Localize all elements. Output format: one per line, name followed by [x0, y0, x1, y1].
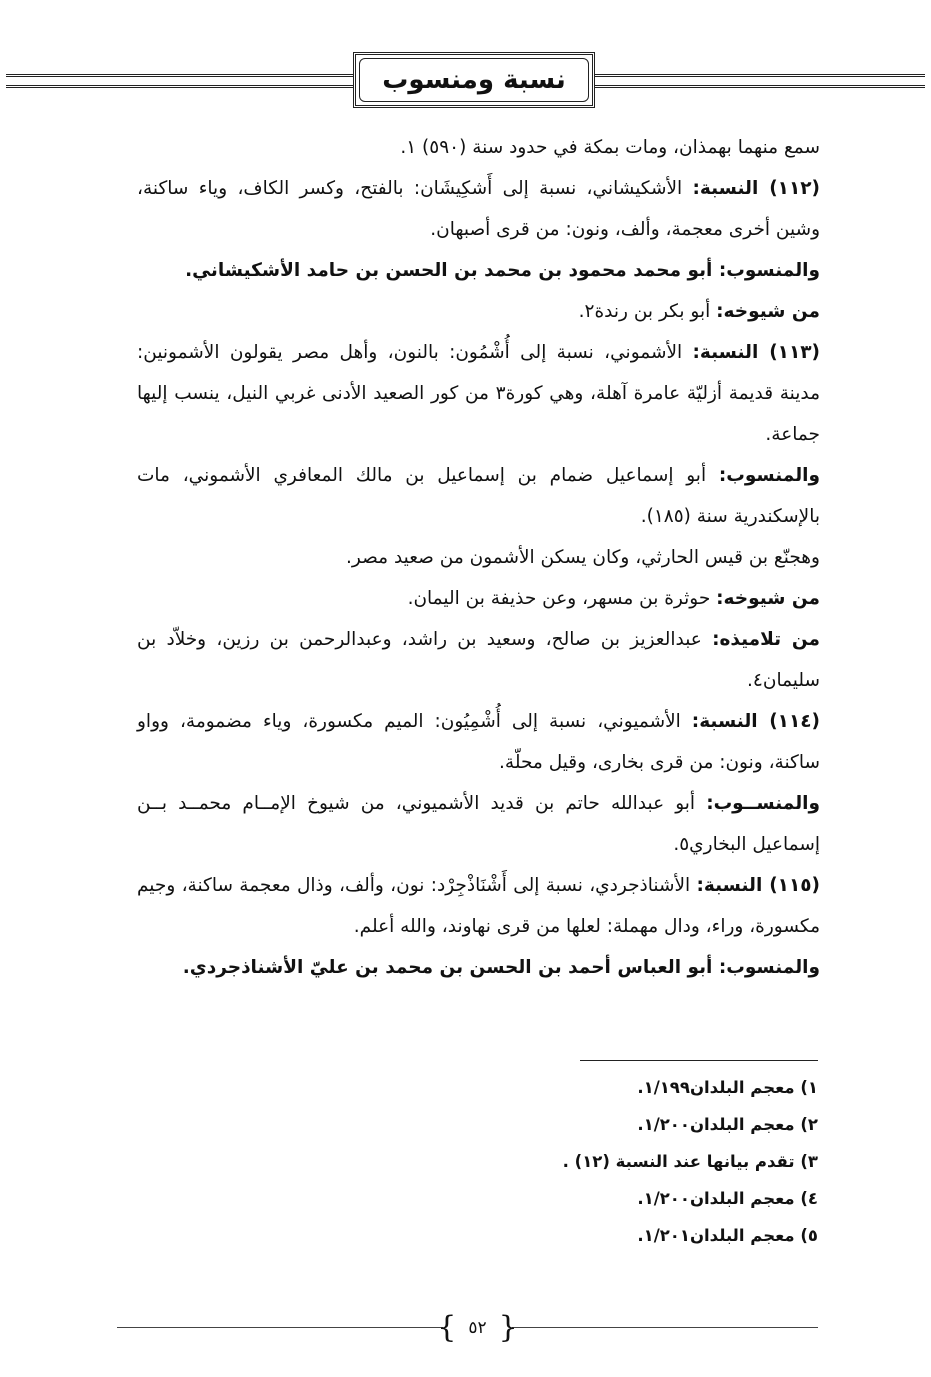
shuyukh-113 — [137, 578, 820, 619]
footer-rule-right — [512, 1327, 818, 1328]
talamidh-113-text: عبدالعزيز بن صالح، وسعيد بن راشد، وعبدالرحمن بن رزين، وخلاّد بن سليمان٤. — [137, 629, 820, 691]
talamidh-113 — [137, 619, 820, 701]
page-number: ٥٢ — [468, 1318, 487, 1338]
right-brace-icon: } — [498, 1310, 518, 1345]
entry-115-label: (١١٥) النسبة: — [696, 875, 820, 896]
mansub-112: والمنسوب: أبو محمد محمود بن محمد بن الحسن بن حامد الأشكيشاني. — [185, 260, 820, 281]
entry-113-label: (١١٣) النسبة: — [692, 342, 820, 363]
footnote-4: ٤) معجم البلدان١/٢٠٠. — [637, 1189, 818, 1208]
entry-113-text: الأشموني، نسبة إلى أُشْمُون: بالنون، وأهل مصر يقولون الأشمونين: مدينة قديمة أزليّة عامرة آهلة، وهي كورة٣ من كور الصعيد الأدنى غربي النيل، ينسب إليها جماعة. — [137, 342, 821, 445]
footnote-5: ٥) معجم البلدان١/٢٠١. — [637, 1226, 818, 1245]
shuyukh-112-label: من شيوخه: — [716, 301, 820, 322]
entry-112-text: الأشكيشاني، نسبة إلى أَشكِيشَان: بالفتح، وكسر الكاف، وياء ساكنة، وشين أخرى معجمة، وألف، ونون: من قرى أصبهان. — [137, 178, 820, 240]
footnote-3: ٣) تقدم بيانها عند النسبة (١٢) . — [562, 1152, 818, 1171]
entry-114-text: الأشميوني، نسبة إلى أُشْمِيُون: الميم مكسورة، وياء مضمومة، وواو ساكنة، ونون: من قرى بخارى، وقيل محلّة. — [137, 711, 820, 773]
footnote-1: ١) معجم البلدان١/١٩٩. — [637, 1078, 818, 1097]
shuyukh-112 — [137, 291, 820, 332]
footer-rule-left — [117, 1327, 443, 1328]
talamidh-113-label: من تلاميذه: — [712, 629, 820, 650]
entry-112 — [137, 168, 820, 250]
running-head-frame — [353, 52, 595, 108]
shuyukh-113-label: من شيوخه: — [716, 588, 820, 609]
footnote-2: ٢) معجم البلدان١/٢٠٠. — [637, 1115, 818, 1134]
entry-113 — [137, 332, 820, 455]
mansub-115: والمنسوب: أبو العباس أحمد بن الحسن بن محمد بن عليّ الأشناذجردي. — [182, 957, 820, 978]
mansub-113-label: والمنسوب: — [718, 465, 820, 486]
page-number-frame — [437, 1308, 518, 1348]
footnotes — [440, 1069, 818, 1254]
mansub-114-label: والمنســوب: — [706, 793, 820, 814]
mansub-113-text: أبو إسماعيل ضمام بن إسماعيل بن مالك المعافري الأشموني، مات بالإسكندرية سنة (١٨٥). — [137, 465, 820, 527]
footnote-separator — [580, 1060, 818, 1061]
mansub-114-text: أبو عبدالله حاتم بن قديد الأشميوني، من شيوخ الإمــام محمــد بــن إسماعيل البخاري٥. — [137, 793, 820, 855]
entry-114-label: (١١٤) النسبة: — [691, 711, 820, 732]
entry-112-label: (١١٢) النسبة: — [692, 178, 820, 199]
entry-115-text: الأشناذجردي، نسبة إلى أَشْنَاذْجِرْد: نون، وألف، وذال معجمة ساكنة، وجيم مكسورة، وراء، ودال مهملة: لعلها من قرى نهاوند، والله أعلم. — [137, 875, 820, 937]
paragraph-hajna: وهجنّع بن قيس الحارثي، وكان يسكن الأشمون من صعيد مصر. — [346, 547, 820, 568]
running-head-title: نسبة ومنسوب — [359, 58, 589, 102]
main-text — [137, 127, 820, 988]
mansub-114 — [137, 783, 820, 865]
paragraph-1: سمع منهما بهمذان، ومات بمكة في حدود سنة (٥٩٠) ١. — [400, 137, 820, 158]
entry-114 — [137, 701, 820, 783]
left-brace-icon: { — [437, 1310, 457, 1345]
shuyukh-112-text: أبو بكر بن رندة٢. — [578, 301, 717, 322]
shuyukh-113-text: حوثرة بن مسهر، وعن حذيفة بن اليمان. — [407, 588, 717, 609]
entry-115 — [137, 865, 820, 947]
mansub-113 — [137, 455, 820, 537]
